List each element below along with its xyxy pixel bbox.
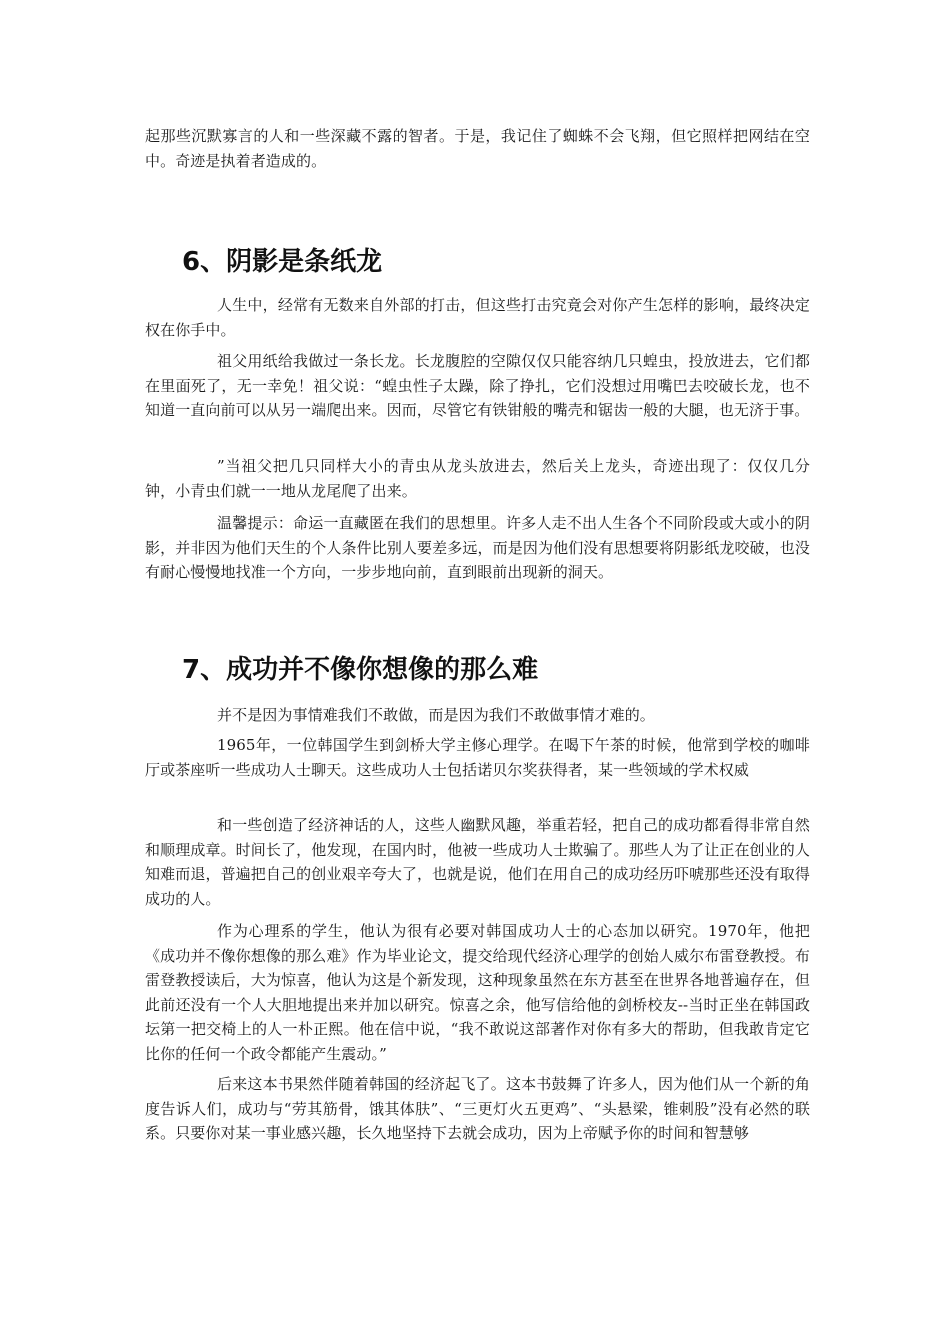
section-6-paragraph-3: ”当祖父把几只同样大小的青虫从龙头放进去，然后关上龙头，奇迹出现了：仅仅几分钟，小青虫们就一一地从龙尾爬了出来。 <box>145 457 810 500</box>
section-7-paragraph-3: 和一些创造了经济神话的人，这些人幽默风趣，举重若轻，把自己的成功都看得非常自然和顺理成章。时间长了，他发现，在国内时，他被一些成功人士欺骗了。那些人为了让正在创业的人知难而退，普遍把自己的创业艰辛夸大了，也就是说，他们在用自己的成功经历吓唬那些还没有取得成功的人。 <box>145 816 810 908</box>
section-7-paragraph-2: 1965年，一位韩国学生到剑桥大学主修心理学。在喝下午茶的时候，他常到学校的咖啡厅或茶座听一些成功人士聊天。这些成功人士包括诺贝尔奖获得者，某一些领域的学术权威 <box>145 736 810 779</box>
section-7-paragraph-5: 后来这本书果然伴随着韩国的经济起飞了。这本书鼓舞了许多人，因为他们从一个新的角度告诉人们，成功与“劳其筋骨，饿其体肤”、“三更灯火五更鸡”、“头悬梁，锥刺股”没有必然的联系。只要你对某一事业感兴趣，长久地坚持下去就会成功，因为上帝赋予你的时间和智慧够 <box>145 1075 810 1142</box>
section-6-title: 6、阴影是条纸龙 <box>182 247 383 277</box>
section-6-paragraph-1: 人生中，经常有无数来自外部的打击，但这些打击究竟会对你产生怎样的影响，最终决定权在你手中。 <box>145 296 810 339</box>
section-7-paragraph-4: 作为心理系的学生，他认为很有必要对韩国成功人士的心态加以研究。1970年，他把《成功并不像你想像的那么难》作为毕业论文，提交给现代经济心理学的创始人威尔布雷登教授。布雷登教授读后，大为惊喜，他认为这是个新发现，这种现象虽然在东方甚至在世界各地普遍存在，但此前还没有一个人大胆地提出来并加以研究。惊喜之余，他写信给他的剑桥校友--当时正坐在韩国政坛第一把交椅上的人一朴正熙。他在信中说，“我不敢说这部著作对你有多大的帮助，但我敢肯定它比你的任何一个政令都能产生震动。” <box>145 922 810 1063</box>
section-6-paragraph-2: 祖父用纸给我做过一条长龙。长龙腹腔的空隙仅仅只能容纳几只蝗虫，投放进去，它们都在里面死了，无一幸免！祖父说：“蝗虫性子太躁，除了挣扎，它们没想过用嘴巴去咬破长龙，也不知道一直向前可以从另一端爬出来。因而，尽管它有铁钳般的嘴壳和锯齿一般的大腿，也无济于事。 <box>145 352 810 419</box>
section-7-title: 7、成功并不像你想像的那么难 <box>182 655 539 685</box>
section-7-paragraph-1: 并不是因为事情难我们不敢做，而是因为我们不敢做事情才难的。 <box>217 706 655 724</box>
intro-paragraph: 起那些沉默寡言的人和一些深藏不露的智者。于是，我记住了蜘蛛不会飞翔，但它照样把网结在空中。奇迹是执着者造成的。 <box>145 127 810 170</box>
section-6-paragraph-4: 温馨提示：命运一直藏匿在我们的思想里。许多人走不出人生各个不同阶段或大或小的阴影，并非因为他们天生的个人条件比别人要差多远，而是因为他们没有思想要将阴影纸龙咬破，也没有耐心慢慢地找准一个方向，一步步地向前，直到眼前出现新的洞天。 <box>145 514 810 581</box>
